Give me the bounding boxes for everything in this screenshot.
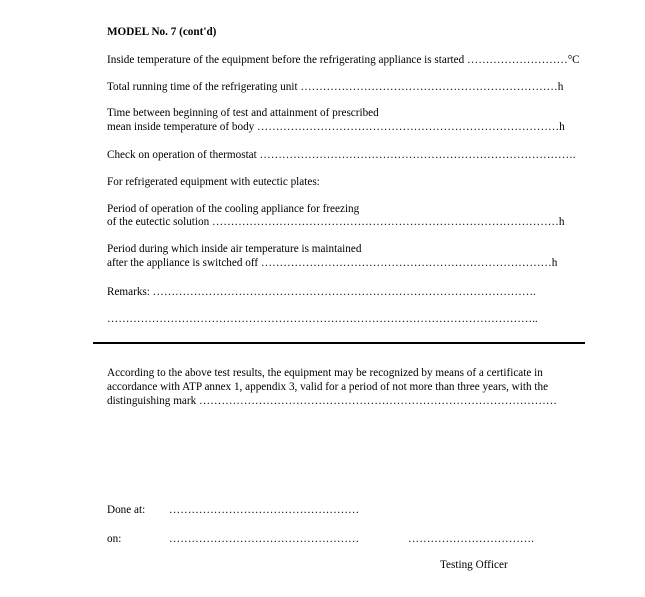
section-divider <box>93 342 585 344</box>
period-cooling-line2: of the eutectic solution …………………………………………………………………………………h <box>107 216 565 228</box>
officer-signature-line: ……………………………. <box>408 533 534 545</box>
time-between-line2: mean inside temperature of body ………………………………………………………………………h <box>107 121 565 133</box>
on-label: on: <box>107 533 122 545</box>
period-air-line1: Period during which inside air temperature is maintained <box>107 243 362 255</box>
done-at-value: …………………………………………… <box>169 504 360 516</box>
thermostat-check-field: Check on operation of thermostat …………………………………………………………………………. <box>107 149 576 161</box>
inside-temperature-field: Inside temperature of the equipment before the refrigerating appliance is started ………………………°C <box>107 54 580 66</box>
distinguishing-mark-field: distinguishing mark …………………………………………………………………………………… <box>107 395 557 407</box>
conclusion-line2: accordance with ATP annex 1, appendix 3, valid for a period of not more than three years, with the <box>107 381 549 393</box>
running-time-field: Total running time of the refrigerating unit ……………………………………………………………h <box>107 81 564 93</box>
on-value: …………………………………………… <box>169 533 360 545</box>
conclusion-line1: According to the above test results, the equipment may be recognized by means of a certificate in <box>107 367 543 379</box>
eutectic-heading: For refrigerated equipment with eutectic plates: <box>107 176 320 188</box>
time-between-line1: Time between beginning of test and attainment of prescribed <box>107 107 379 119</box>
document-title: MODEL No. 7 (cont'd) <box>107 26 217 38</box>
period-cooling-line1: Period of operation of the cooling appliance for freezing <box>107 203 360 215</box>
done-at-label: Done at: <box>107 504 146 516</box>
period-air-line2: after the appliance is switched off ……………………………………………………………………h <box>107 257 558 269</box>
remarks-continuation: …………………………………………………………………………………………………….. <box>107 313 538 325</box>
remarks-field: Remarks: …………………………………………………………………………………………. <box>107 286 536 298</box>
testing-officer-label: Testing Officer <box>440 559 508 571</box>
